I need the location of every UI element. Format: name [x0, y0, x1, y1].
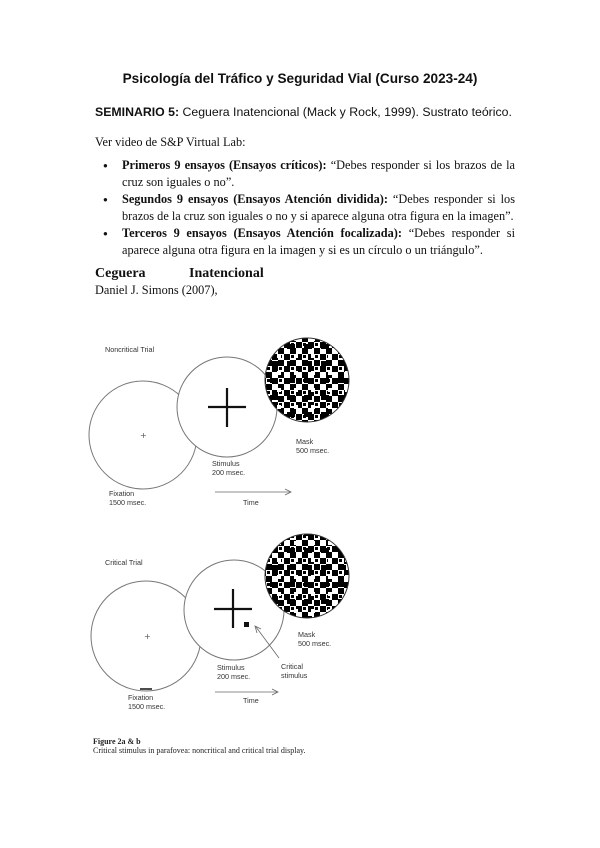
- trial-label: Segundos 9 ensayos (Ensayos Atención dividida):: [122, 192, 388, 206]
- fixation-time: 1500 msec.: [109, 498, 147, 507]
- mask-time: 500 msec.: [296, 446, 330, 455]
- page-title: Psicología del Tráfico y Seguridad Vial (Curso 2023-24): [122, 71, 478, 86]
- mask-label: Mask: [296, 437, 314, 446]
- intro-text: Ver video de S&P Virtual Lab:: [95, 135, 246, 149]
- inattentional-blindness-figure: [80, 318, 360, 738]
- critical-stimulus-label-2: stimulus: [281, 671, 308, 680]
- caption-text: Critical stimulus in parafovea: noncritical and critical trial display.: [93, 746, 306, 755]
- stimulus-time: 200 msec.: [217, 672, 251, 681]
- section-heading: Ceguera Inatencional: [95, 266, 264, 281]
- trial-list: [95, 157, 515, 259]
- seminar-text: Ceguera Inatencional (Mack y Rock, 1999). Sustrato teórico.: [182, 105, 512, 119]
- fixation-point: +: [140, 431, 147, 440]
- fixation-label: Fixation: [128, 693, 154, 702]
- stimulus-time: 200 msec.: [212, 468, 246, 477]
- trial-text: “Debes responder si los brazos de la cruz son iguales o no”.: [122, 158, 516, 189]
- stimulus-label: Stimulus: [217, 663, 245, 672]
- critical-trial-label: Critical Trial: [105, 558, 143, 567]
- mask-label: Mask: [298, 630, 316, 639]
- fixation-point: +: [144, 632, 151, 641]
- critical-stimulus-label: Critical: [281, 662, 303, 671]
- fixation-label: Fixation: [109, 489, 135, 498]
- section-author: Daniel J. Simons (2007),: [95, 283, 218, 297]
- trial-text: “Debes responder si los brazos de la cruz son iguales o no y si aparece alguna otra figura en la imagen”.: [122, 192, 515, 223]
- seminar-label: SEMINARIO 5:: [95, 105, 180, 119]
- stimulus-label: Stimulus: [212, 459, 240, 468]
- time-label: Time: [243, 498, 259, 507]
- seminar-line: [95, 105, 525, 119]
- fixation-time: 1500 msec.: [128, 702, 166, 711]
- critical-stimulus-square: [244, 622, 249, 627]
- figure-caption: [93, 737, 306, 755]
- time-label: Time: [243, 696, 259, 705]
- mask-time: 500 msec.: [298, 639, 332, 648]
- list-item: [95, 157, 515, 191]
- trial-label: Primeros 9 ensayos (Ensayos críticos):: [122, 158, 327, 172]
- caption-title: Figure 2a & b: [93, 737, 141, 746]
- list-item: [95, 191, 515, 225]
- noncritical-trial-label: Noncritical Trial: [105, 345, 155, 354]
- trial-text: “Debes responder si aparece alguna otra figura en la imagen y si es un círculo o un triángulo”.: [122, 226, 515, 257]
- list-item: [95, 225, 515, 259]
- trial-label: Terceros 9 ensayos (Ensayos Atención focalizada):: [122, 226, 402, 240]
